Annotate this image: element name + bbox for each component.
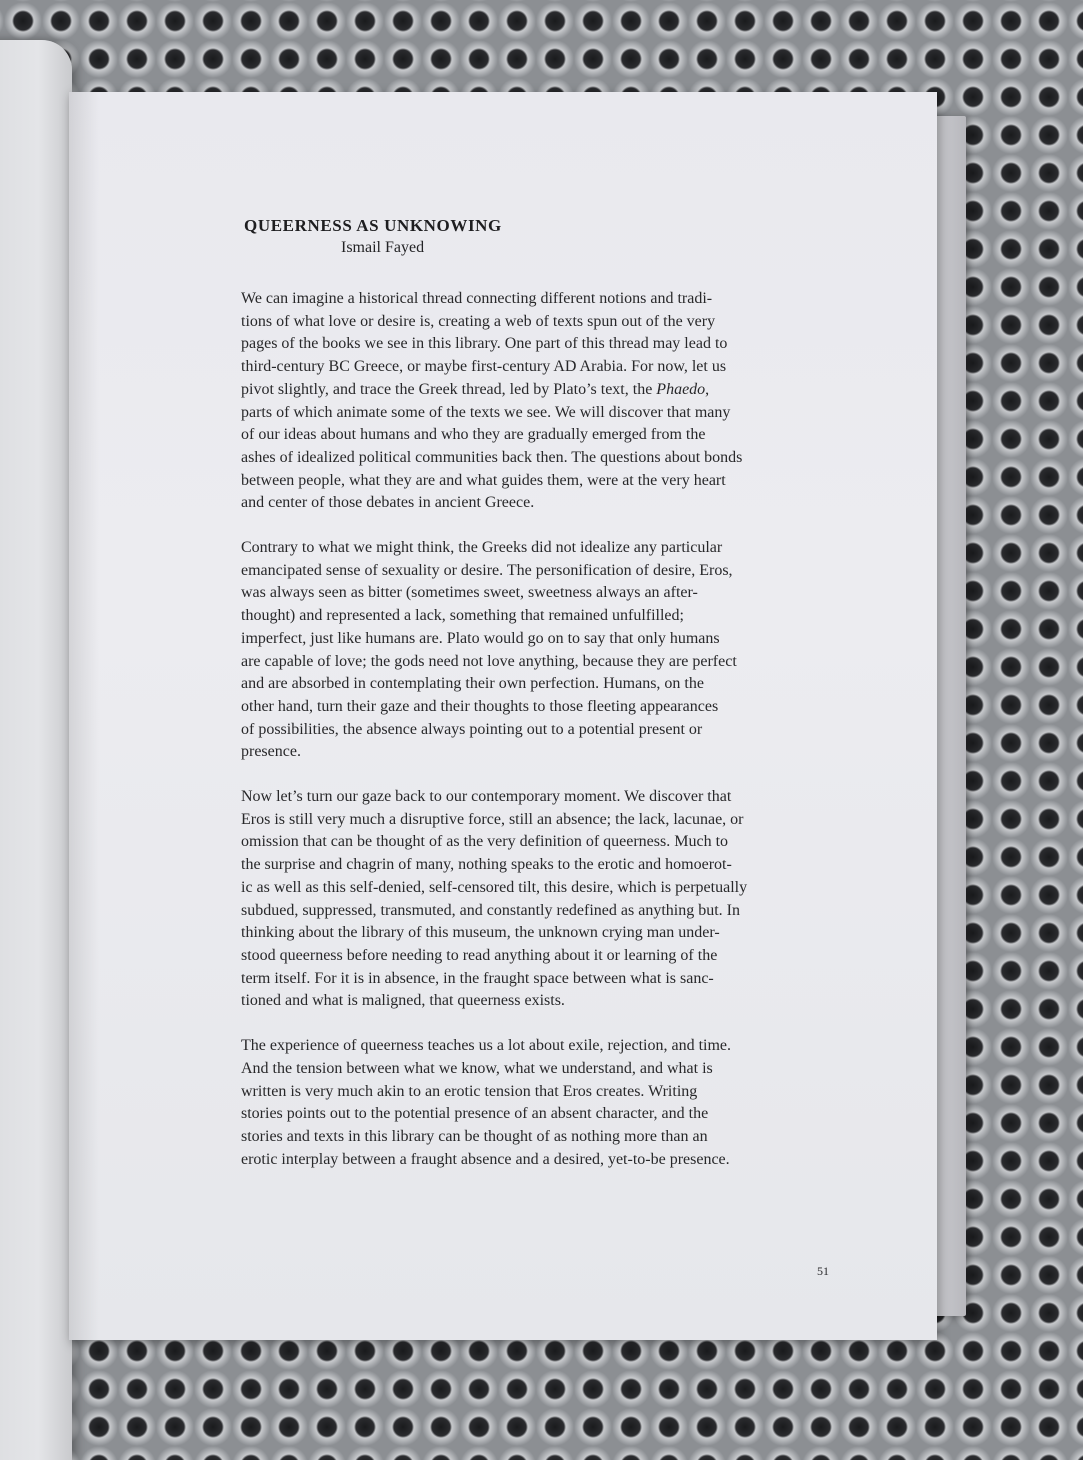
text-line: tions of what love or desire is, creating a web of texts spun out of the very bbox=[241, 312, 716, 330]
text-line: of possibilities, the absence always pointing out to a potential present or bbox=[241, 720, 703, 738]
text-line: pivot slightly, and trace the Greek thread, led by Plato’s text, the Phaedo, bbox=[241, 380, 710, 398]
text-line: ic as well as this self-denied, self-censored tilt, this desire, which is perpetually bbox=[241, 878, 748, 896]
page-number: 51 bbox=[817, 1264, 829, 1278]
paragraph-1 bbox=[241, 288, 821, 515]
text-line: Eros is still very much a disruptive force, still an absence; the lack, lacunae, or bbox=[241, 810, 744, 828]
paragraph-3 bbox=[241, 786, 821, 1013]
text-line: ashes of idealized political communities back then. The questions about bonds bbox=[241, 448, 743, 466]
text-line: Now let’s turn our gaze back to our contemporary moment. We discover that bbox=[241, 788, 732, 806]
text-line: and center of those debates in ancient Greece. bbox=[241, 494, 535, 512]
paragraph-2 bbox=[241, 537, 821, 764]
paragraph-4 bbox=[241, 1035, 821, 1171]
article-body bbox=[241, 288, 821, 1193]
text-line: the surprise and chagrin of many, nothing speaks to the erotic and homoerot- bbox=[241, 856, 732, 874]
text-line: pages of the books we see in this library. One part of this thread may lead to bbox=[241, 335, 728, 353]
text-line: thought) and represented a lack, something that remained unfulfilled; bbox=[241, 607, 684, 625]
text-line: and are absorbed in contemplating their own perfection. Humans, on the bbox=[241, 675, 704, 693]
text-line: omission that can be thought of as the very definition of queerness. Much to bbox=[241, 833, 729, 851]
text-line: erotic interplay between a fraught absence and a desired, yet-to-be presence. bbox=[241, 1150, 730, 1168]
text-line: Contrary to what we might think, the Greeks did not idealize any particular bbox=[241, 539, 723, 557]
text-line: imperfect, just like humans are. Plato would go on to say that only humans bbox=[241, 629, 720, 647]
text-line: written is very much akin to an erotic tension that Eros creates. Writing bbox=[241, 1082, 698, 1100]
text-line: And the tension between what we know, what we understand, and what is bbox=[241, 1059, 713, 1077]
text-line: The experience of queerness teaches us a lot about exile, rejection, and time. bbox=[241, 1037, 732, 1055]
text-line: presence. bbox=[241, 743, 301, 761]
text-line: tioned and what is maligned, that queerness exists. bbox=[241, 992, 565, 1010]
book-page bbox=[69, 92, 937, 1340]
left-page-edge bbox=[0, 40, 72, 1460]
text-line: term itself. For it is in absence, in the fraught space between what is sanc- bbox=[241, 969, 714, 987]
text-line: between people, what they are and what guides them, were at the very heart bbox=[241, 471, 726, 489]
article-author: Ismail Fayed bbox=[341, 239, 425, 256]
text-line: third-century BC Greece, or maybe first-century AD Arabia. For now, let us bbox=[241, 358, 727, 376]
text-line: We can imagine a historical thread connecting different notions and tradi- bbox=[241, 290, 713, 307]
text-line: stories points out to the potential presence of an absent character, and the bbox=[241, 1105, 709, 1123]
text-line: subdued, suppressed, transmuted, and constantly redefined as anything but. In bbox=[241, 901, 740, 919]
text-line: thinking about the library of this museum, the unknown crying man under- bbox=[241, 924, 720, 942]
text-line: of our ideas about humans and who they are gradually emerged from the bbox=[241, 426, 706, 444]
article-title: QUEERNESS AS UNKNOWING bbox=[244, 216, 502, 235]
text-line: was always seen as bitter (sometimes sweet, sweetness always an after- bbox=[241, 584, 698, 602]
text-line: are capable of love; the gods need not love anything, because they are perfect bbox=[241, 652, 737, 670]
text-line: stories and texts in this library can be thought of as nothing more than an bbox=[241, 1127, 708, 1145]
text-line: emancipated sense of sexuality or desire. The personification of desire, Eros, bbox=[241, 561, 733, 579]
text-line: other hand, turn their gaze and their thoughts to those fleeting appearances bbox=[241, 697, 719, 715]
text-line: parts of which animate some of the texts we see. We will discover that many bbox=[241, 403, 731, 421]
text-line: stood queerness before needing to read anything about it or learning of the bbox=[241, 946, 718, 964]
